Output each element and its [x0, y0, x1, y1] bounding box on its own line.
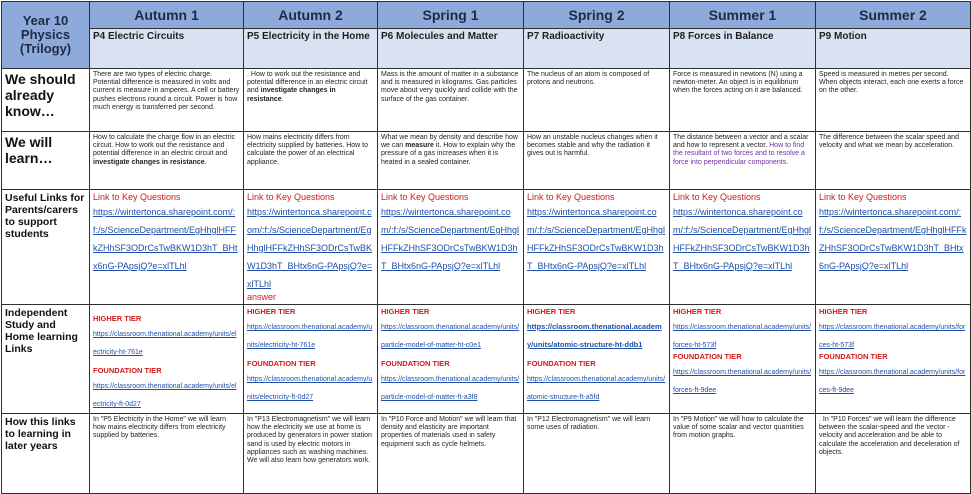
links-p8: [670, 190, 816, 305]
foundation-tier-label: FOUNDATION TIER: [93, 366, 162, 375]
learn-p5: How mains electricity differs from electricity supplied by batteries. How to calculate the power of an electrical appliance.: [244, 132, 378, 190]
topic-p4: P4 Electric Circuits: [90, 29, 244, 69]
topic-p9: P9 Motion: [816, 29, 971, 69]
later-p6: In "P10 Force and Motion" we will learn that density and elasticity are important properties of materials used in safety equipment such as cycle helmets.: [378, 414, 524, 494]
higher-tier-link[interactable]: https://classroom.thenational.academy/units/forces-ht-573f: [673, 324, 812, 349]
later-p7: In "P12 Electromagnetism" we will learn some uses of radiation.: [524, 414, 670, 494]
foundation-tier-link[interactable]: https://classroom.thenational.academy/units/particle-model-of-matter-ft-a3f8: [381, 376, 520, 401]
topic-p7: P7 Radioactivity: [524, 29, 670, 69]
key-questions-label: Link to Key Questions: [527, 192, 615, 202]
year-title: Year 10 Physics (Trilogy): [2, 2, 90, 69]
term-spring-1: Spring 1: [378, 2, 524, 29]
term-summer-1: Summer 1: [670, 2, 816, 29]
know-p8: Force is measured in newtons (N) using a newton-meter. An object is in equilibrium when the forces acting on it are balanced.: [670, 69, 816, 132]
higher-tier-label: HIGHER TIER: [247, 307, 296, 316]
know-p7: The nucleus of an atom is composed of protons and neutrons.: [524, 69, 670, 132]
links-p6: [378, 190, 524, 305]
term-autumn-2: Autumn 2: [244, 2, 378, 29]
term-summer-2: Summer 2: [816, 2, 971, 29]
independent-p6: [378, 305, 524, 414]
foundation-tier-link[interactable]: https://classroom.thenational.academy/units/electricity-ft-0d27: [247, 376, 373, 401]
independent-p9: [816, 305, 971, 414]
higher-tier-label: HIGHER TIER: [819, 307, 868, 316]
row-label-know: We should already know…: [2, 69, 90, 132]
higher-tier-link[interactable]: https://classroom.thenational.academy/units/particle-model-of-matter-ht-c0e1: [381, 324, 520, 349]
topic-p5: P5 Electricity in the Home: [244, 29, 378, 69]
curriculum-table: [1, 1, 971, 494]
key-questions-link[interactable]: https://wintertonca.sharepoint.com/:f:/s/ScienceDepartment/EgHhglHFFkZHhSF3ODrCsTwBKW1D3hT_BHtx6nG-PApsjQ?e=xlTLhl: [819, 207, 967, 271]
learn-p9: The difference between the scalar speed and velocity and what we mean by acceleration.: [816, 132, 971, 190]
foundation-tier-link[interactable]: https://classroom.thenational.academy/units/forces-ft-9dee: [819, 369, 966, 394]
foundation-tier-label: FOUNDATION TIER: [819, 352, 888, 361]
answer-label: answer: [247, 292, 277, 302]
key-questions-link[interactable]: https://wintertonca.sharepoint.com/:f:/s/ScienceDepartment/EgHhglHFFkZHhSF3ODrCsTwBKW1D3hT_BHtx6nG-PApsjQ?e=xlTLhl: [93, 207, 238, 271]
row-label-learn: We will learn…: [2, 132, 90, 190]
key-questions-link[interactable]: https://wintertonca.sharepoint.com/:f:/s/ScienceDepartment/EgHhglHFFkZHhSF3ODrCsTwBKW1D3hT_BHtx6nG-PApsjQ?e=xlTLhl: [381, 207, 520, 271]
key-questions-label: Link to Key Questions: [673, 192, 761, 202]
higher-tier-label: HIGHER TIER: [673, 307, 722, 316]
row-label-later: How this links to learning in later years: [2, 414, 90, 494]
key-questions-link[interactable]: https://wintertonca.sharepoint.com/:f:/s/ScienceDepartment/EgHhglHFFkZHhSF3ODrCsTwBKW1D3hT_BHtx6nG-PApsjQ?e=xlTLhl: [527, 207, 666, 271]
learn-p8: The distance between a vector and a scalar and how to represent a vector. How to find the resultant of two forces and to resolve a force into perpendicular components.: [670, 132, 816, 190]
foundation-tier-label: FOUNDATION TIER: [527, 359, 596, 368]
higher-tier-label: HIGHER TIER: [381, 307, 430, 316]
links-p7: [524, 190, 670, 305]
independent-p8: [670, 305, 816, 414]
learn-p6: What we mean by density and describe how we can measure it. How to explain why the pressure of a gas increases when it is heated in a sealed container.: [378, 132, 524, 190]
higher-tier-label: HIGHER TIER: [93, 314, 142, 323]
know-p6: Mass is the amount of matter in a substance and is measured in kilograms. Gas particles move about very quickly and collide with the surface of the gas container.: [378, 69, 524, 132]
later-p9: . In "P10 Forces" we will learn the difference between the scalar-speed and the vector -velocity and acceleration and be able to calculate the acceleration and deceleration of objects.: [816, 414, 971, 494]
term-autumn-1: Autumn 1: [90, 2, 244, 29]
term-spring-2: Spring 2: [524, 2, 670, 29]
know-p9: Speed is measured in metres per second. When objects interact, each one exerts a force on the other.: [816, 69, 971, 132]
foundation-tier-label: FOUNDATION TIER: [381, 359, 450, 368]
row-label-links: Useful Links for Parents/carers to support students: [2, 190, 90, 305]
independent-p5: [244, 305, 378, 414]
topic-p8: P8 Forces in Balance: [670, 29, 816, 69]
later-p4: In "P5 Electricity in the Home" we will learn how mains electricity differs from electricity supplied by batteries.: [90, 414, 244, 494]
higher-tier-link[interactable]: https://classroom.thenational.academy/units/atomic-structure-ht-ddb1: [527, 322, 662, 349]
links-p5: [244, 190, 378, 305]
key-questions-label: Link to Key Questions: [381, 192, 469, 202]
foundation-tier-link[interactable]: https://classroom.thenational.academy/units/atomic-structure-ft-a5fd: [527, 376, 666, 401]
links-p4: [90, 190, 244, 305]
higher-tier-link[interactable]: https://classroom.thenational.academy/units/forces-ht-573f: [819, 324, 966, 349]
topic-p6: P6 Molecules and Matter: [378, 29, 524, 69]
later-p5: In "P13 Electromagnetism" we will learn how the electricity we use at home is produced by generators in power station sand is used by electric motors in appliances such as washing machines. We will also learn how generators work.: [244, 414, 378, 494]
learn-p4: How to calculate the charge flow in an electric circuit. How to work out the resistance and potential difference in an electric circuit and investigate changes in resistance.: [90, 132, 244, 190]
key-questions-label: Link to Key Questions: [247, 192, 335, 202]
links-p9: [816, 190, 971, 305]
key-questions-label: Link to Key Questions: [819, 192, 907, 202]
higher-tier-label: HIGHER TIER: [527, 307, 576, 316]
foundation-tier-link[interactable]: https://classroom.thenational.academy/units/electricity-ft-0d27: [93, 383, 237, 408]
key-questions-label: Link to Key Questions: [93, 192, 181, 202]
later-p8: In "P9 Motion" we will how to calculate the value of some scalar and vector quantities from motion graphs.: [670, 414, 816, 494]
foundation-tier-label: FOUNDATION TIER: [247, 359, 316, 368]
learn-p7: How an unstable nucleus changes when it becomes stable and why the radiation it gives out is harmful.: [524, 132, 670, 190]
know-p5: . How to work out the resistance and potential difference in an electric circuit and investigate changes in resistance.: [244, 69, 378, 132]
row-label-independent: Independent Study and Home learning Links: [2, 305, 90, 414]
key-questions-link[interactable]: https://wintertonca.sharepoint.com/:f:/s/ScienceDepartment/EgHhglHFFkZHhSF3ODrCsTwBKW1D3hT_BHtx6nG-PApsjQ?e=xlTLhl: [247, 207, 373, 289]
higher-tier-link[interactable]: https://classroom.thenational.academy/units/electricity-ht-761e: [93, 331, 237, 356]
know-p4: There are two types of electric charge. Potential difference is measured in volts and current is measure in amperes. A cell or battery pushes electrons round a circuit. Power is how much energy is transferred per second.: [90, 69, 244, 132]
foundation-tier-link[interactable]: https://classroom.thenational.academy/units/forces-ft-9dee: [673, 369, 812, 394]
independent-p7: [524, 305, 670, 414]
foundation-tier-label: FOUNDATION TIER: [673, 352, 742, 361]
independent-p4: [90, 305, 244, 414]
key-questions-link[interactable]: https://wintertonca.sharepoint.com/:f:/s/ScienceDepartment/EgHhglHFFkZHhSF3ODrCsTwBKW1D3hT_BHtx6nG-PApsjQ?e=xlTLhl: [673, 207, 812, 271]
higher-tier-link[interactable]: https://classroom.thenational.academy/units/electricity-ht-761e: [247, 324, 373, 349]
